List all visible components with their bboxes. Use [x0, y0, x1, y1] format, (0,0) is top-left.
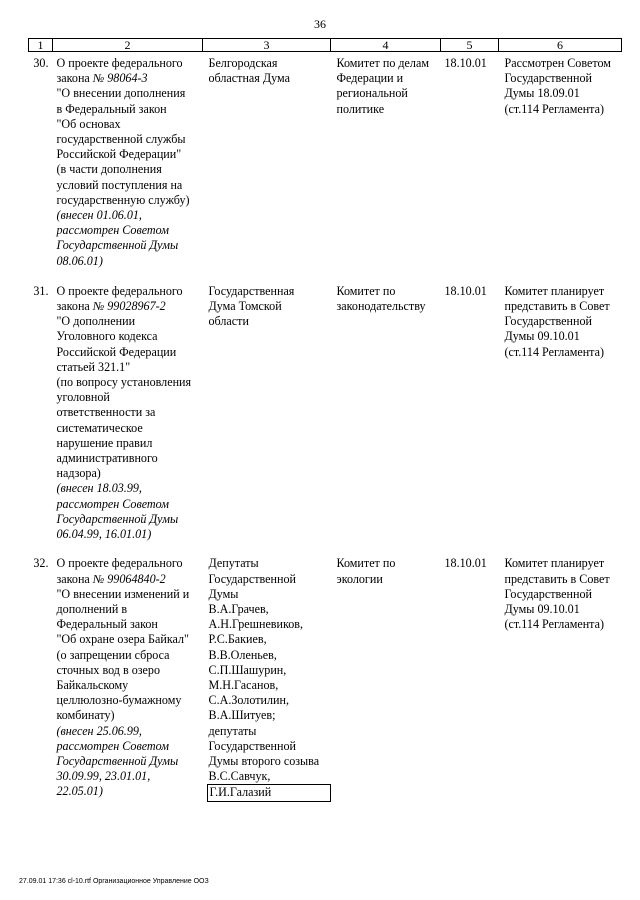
bill-line-text: "О внесении дополнения — [56, 86, 186, 101]
table-row — [29, 52, 622, 284]
bill-line — [57, 572, 203, 587]
bill-line-text: рассмотрен Советом — [56, 223, 169, 238]
bill-line-text: закона — [56, 299, 93, 314]
bill-line-text: Уголовного кодекса — [56, 329, 158, 344]
initiator-line: Государственная — [208, 283, 295, 298]
bill-line-text: 22.05.01) — [56, 784, 103, 799]
bill-line-text: условий поступления на — [56, 177, 183, 192]
bill-line-text: закона — [56, 571, 93, 586]
status — [499, 556, 622, 801]
bill-line-text: Федеральный закон — [56, 617, 158, 632]
initiator-line: Р.С.Бакиев, — [208, 632, 267, 647]
header-cell: 6 — [499, 39, 622, 52]
bill-line-text: (по вопросу установления — [56, 375, 192, 390]
bill-line — [57, 254, 203, 269]
bill-line — [57, 678, 203, 693]
bill-line — [57, 632, 203, 647]
status — [499, 52, 622, 284]
bill-line — [57, 375, 203, 390]
bill-description — [53, 284, 203, 556]
bill-line-text: Государственной Думы — [56, 753, 179, 768]
status-line: представить в Совет — [504, 299, 610, 314]
bill-line-text: 06.04.99, 16.01.01) — [56, 527, 152, 542]
initiator-line: А.Н.Грешневиков, — [208, 617, 304, 632]
date: 18.10.01 — [444, 56, 487, 70]
status — [499, 284, 622, 556]
status-line: (ст.114 Регламента) — [504, 617, 605, 632]
bill-number: № 99064840-2 — [92, 571, 166, 586]
bill-line — [57, 708, 203, 723]
status-line: представить в Совет — [504, 571, 610, 586]
bill-line-text: уголовной — [56, 390, 110, 405]
bill-line — [57, 208, 203, 223]
date: 18.10.01 — [444, 283, 487, 298]
bill-line — [57, 147, 203, 162]
bill-line — [57, 193, 203, 208]
initiator-line: Думы второго созыва — [208, 753, 320, 768]
bill-line-text: целлюлозно-бумажному — [56, 693, 182, 708]
status-line: Думы 09.10.01 — [504, 329, 580, 344]
initiator-line: области — [208, 314, 249, 329]
bill-line-text: Байкальскому — [56, 677, 129, 692]
bill-line-text: сточных вод в озеро — [56, 662, 160, 677]
bill-line — [57, 132, 203, 147]
initiator-line: С.А.Золотилин, — [208, 693, 289, 708]
bill-line — [57, 117, 203, 132]
bill-line — [57, 724, 203, 739]
bill-line — [57, 162, 203, 177]
bill-line-text: систематическое — [56, 420, 143, 435]
bill-line — [57, 617, 203, 632]
bill-line-text: комбинату) — [56, 708, 115, 723]
initiator-line: Белгородская — [208, 56, 278, 70]
status-line: Государственной — [504, 71, 592, 86]
bill-line-text: государственной службы — [56, 132, 186, 147]
bill-description — [53, 52, 203, 284]
initiator-line: В.С.Савчук, — [208, 769, 271, 784]
bill-line — [57, 405, 203, 420]
bill-line-text: (о запрещении сброса — [56, 647, 170, 662]
bill-line — [57, 360, 203, 375]
bill-number: № 98064-3 — [92, 71, 148, 86]
status-line: (ст.114 Регламента) — [504, 344, 605, 359]
bill-line — [57, 223, 203, 238]
bill-line-text: рассмотрен Советом — [56, 738, 169, 753]
bill-line-text: Государственной Думы — [56, 511, 179, 526]
bill-line — [57, 299, 203, 314]
bill-line-text: О проекте федерального — [56, 56, 183, 70]
row-number: 31. — [33, 283, 49, 298]
bill-line — [57, 587, 203, 602]
bill-line — [57, 56, 203, 71]
bill-description — [53, 556, 203, 801]
status-line: Государственной — [504, 586, 592, 601]
committee — [331, 52, 441, 284]
committee-line: экологии — [336, 571, 383, 586]
bill-line-text: (в части дополнения — [56, 162, 162, 177]
initiator-line: Государственной — [208, 738, 296, 753]
row-number: 32. — [33, 556, 49, 571]
bill-line — [57, 648, 203, 663]
bill-line — [57, 512, 203, 527]
initiator-line: В.В.Оленьев, — [208, 647, 277, 662]
initiator-line: Думы — [208, 586, 239, 601]
bill-line — [57, 693, 203, 708]
bill-line-text: закона — [56, 71, 93, 86]
bill-line — [57, 314, 203, 329]
committee-line: Комитет по — [336, 283, 396, 298]
bill-line — [57, 602, 203, 617]
bill-line-text: "О дополнении — [56, 314, 136, 329]
header-cell: 1 — [29, 39, 53, 52]
bill-line-text: "Об охране озера Байкал" — [56, 632, 189, 647]
initiator-line: Государственной — [208, 571, 296, 586]
status-line: (ст.114 Регламента) — [504, 101, 605, 116]
committee-line: Комитет по — [336, 556, 396, 571]
bill-line — [57, 466, 203, 481]
header-row — [29, 39, 622, 52]
bill-line — [57, 178, 203, 193]
bill-line-text: рассмотрен Советом — [56, 496, 169, 511]
initiator-line: Дума Томской — [208, 299, 282, 314]
bill-line-text: О проекте федерального — [56, 556, 183, 571]
status-line: Рассмотрен Советом — [504, 56, 611, 70]
bill-line-text: (внесен 01.06.01, — [56, 208, 142, 223]
initiator-line: областная Дума — [208, 71, 290, 86]
bill-line-text: О проекте федерального — [56, 283, 183, 298]
bill-line — [57, 436, 203, 451]
bill-line — [57, 481, 203, 496]
committee — [331, 284, 441, 556]
initiator-line: депутаты — [208, 723, 257, 738]
header-cell: 5 — [441, 39, 499, 52]
bill-line-text: статьей 321.1" — [56, 359, 131, 374]
initiator-line: С.П.Шашурин, — [208, 662, 287, 677]
header-cell: 2 — [53, 39, 203, 52]
footer-info: 27.09.01 17:36 cl-10.rtf Организационное Управление ООЗ — [19, 878, 209, 885]
initiator-line: М.Н.Гасанов, — [208, 677, 279, 692]
bill-line — [57, 556, 203, 571]
bill-line-text: дополнений в — [56, 601, 128, 616]
committee-line: политике — [336, 101, 385, 116]
bill-line — [57, 421, 203, 436]
bill-line — [57, 238, 203, 253]
bills-table — [28, 38, 622, 802]
bill-line — [57, 754, 203, 769]
committee-line: Комитет по делам — [336, 56, 429, 70]
bill-line-text: государственную службу) — [56, 192, 190, 207]
bill-line — [57, 451, 203, 466]
bill-line-text: 30.09.99, 23.01.01, — [56, 769, 151, 784]
bill-line — [57, 86, 203, 101]
date: 18.10.01 — [444, 556, 487, 571]
initiator — [203, 284, 331, 556]
bill-line — [57, 784, 203, 799]
committee-line: Федерации и — [336, 71, 404, 86]
bill-line-text: (внесен 25.06.99, — [56, 723, 142, 738]
bill-line — [57, 71, 203, 86]
bill-line-text: административного — [56, 451, 158, 466]
bill-line — [57, 739, 203, 754]
initiator — [203, 556, 331, 801]
status-line: Комитет планирует — [504, 283, 605, 298]
bill-line — [57, 390, 203, 405]
initiator-line: В.А.Шитуев; — [208, 708, 276, 723]
committee-line: региональной — [336, 86, 408, 101]
bill-line — [57, 284, 203, 299]
initiator-line: Депутаты — [208, 556, 259, 571]
bill-line — [57, 769, 203, 784]
bill-line-text: нарушение правил — [56, 435, 153, 450]
status-line: Думы 09.10.01 — [504, 601, 580, 616]
bill-line — [57, 345, 203, 360]
header-cell: 4 — [331, 39, 441, 52]
bill-line — [57, 329, 203, 344]
row-number: 30. — [33, 56, 49, 70]
table-row — [29, 556, 622, 801]
table-row — [29, 284, 622, 556]
bill-line-text: (внесен 18.03.99, — [56, 481, 142, 496]
bill-line-text: Государственной Думы — [56, 238, 179, 253]
bill-line — [57, 497, 203, 512]
bill-line-text: "О внесении изменений и — [56, 586, 190, 601]
bill-number: № 99028967-2 — [92, 299, 166, 314]
initiator — [203, 52, 331, 284]
committee — [331, 556, 441, 801]
header-cell: 3 — [203, 39, 331, 52]
status-line: Комитет планирует — [504, 556, 605, 571]
initiator-line: В.А.Грачев, — [208, 601, 269, 616]
status-line: Думы 18.09.01 — [504, 86, 580, 101]
initiator-line — [209, 784, 331, 801]
status-line: Государственной — [504, 314, 592, 329]
committee-line: законодательству — [336, 299, 426, 314]
bill-line-text: ответственности за — [56, 405, 156, 420]
bill-line-text: "Об основах — [56, 116, 121, 131]
bill-line-text: Российской Федерации — [56, 344, 177, 359]
bill-line-text: Российской Федерации" — [56, 147, 182, 162]
bill-line — [57, 102, 203, 117]
bill-line-text: в Федеральный закон — [56, 101, 167, 116]
bill-line — [57, 663, 203, 678]
highlighted-name: Г.И.Галазий — [207, 784, 331, 801]
bill-line — [57, 527, 203, 542]
bill-line-text: 08.06.01) — [56, 253, 103, 268]
page-number: 36 — [314, 17, 326, 31]
bill-line-text: надзора) — [56, 466, 101, 481]
